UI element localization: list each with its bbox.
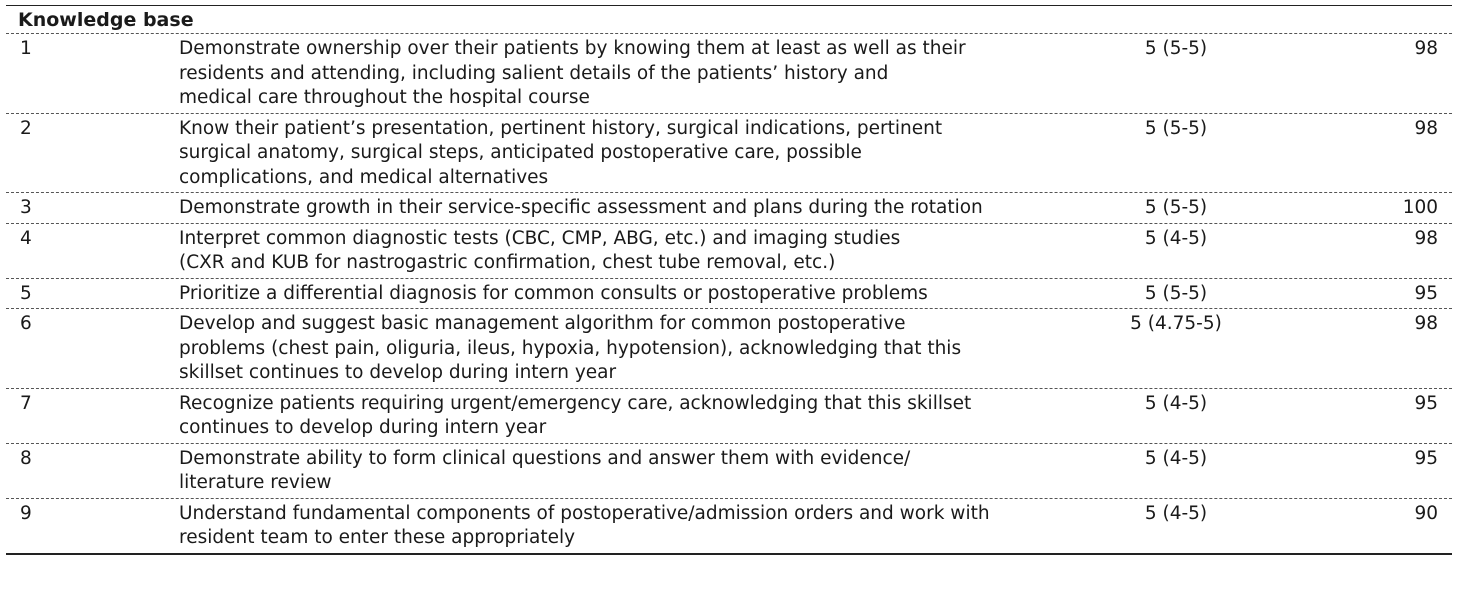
row-description	[179, 389, 1039, 443]
row-percent: 95	[1414, 392, 1438, 414]
row-number: 1	[20, 38, 32, 59]
row-median-iqr: 5 (4-5)	[1144, 227, 1208, 249]
row-description	[179, 309, 1039, 388]
row-number: 8	[20, 447, 32, 469]
row-description	[179, 499, 1039, 553]
row-number: 2	[20, 117, 32, 139]
knowledge-base-table	[6, 5, 1452, 555]
table-row	[6, 113, 1452, 193]
description-line: Demonstrate ability to form clinical questions and answer them with evidence/	[179, 447, 911, 469]
table-row	[6, 388, 1452, 443]
row-number: 6	[20, 313, 32, 334]
row-description	[179, 114, 1039, 193]
table-body	[6, 33, 1452, 555]
row-median-iqr: 5 (4-5)	[1144, 392, 1208, 414]
description-line: skillset continues to develop during intern year	[179, 362, 617, 383]
row-percent: 98	[1414, 313, 1438, 334]
row-median-iqr: 5 (5-5)	[1144, 117, 1208, 139]
row-number: 4	[20, 227, 32, 249]
row-description	[179, 279, 1039, 309]
row-description	[179, 224, 1039, 278]
description-line: resident team to enter these appropriately	[179, 527, 576, 548]
row-description	[179, 34, 1039, 113]
description-line: Recognize patients requiring urgent/emergency care, acknowledging that this skillset	[179, 392, 972, 414]
description-line: Understand fundamental components of postoperative/admission orders and work with	[179, 502, 990, 524]
table-row	[6, 278, 1452, 309]
description-line: Demonstrate growth in their service-specific assessment and plans during the rotation	[179, 197, 983, 218]
row-percent: 100	[1402, 197, 1438, 218]
row-median-iqr: 5 (5-5)	[1144, 197, 1208, 218]
row-median-iqr: 5 (5-5)	[1144, 282, 1208, 304]
row-description	[179, 193, 1039, 223]
row-percent: 95	[1414, 447, 1438, 469]
row-median-iqr: 5 (5-5)	[1144, 38, 1208, 59]
table-row	[6, 33, 1452, 113]
table-row	[6, 223, 1452, 278]
description-line: Interpret common diagnostic tests (CBC, CMP, ABG, etc.) and imaging studies	[179, 227, 901, 249]
description-line: continues to develop during intern year	[179, 417, 547, 438]
description-line: Know their patient’s presentation, pertinent history, surgical indications, pertinent	[179, 117, 943, 139]
row-percent: 98	[1414, 227, 1438, 249]
table-row	[6, 443, 1452, 498]
row-description	[179, 444, 1039, 498]
description-line: literature review	[179, 472, 332, 493]
row-percent: 98	[1414, 117, 1438, 139]
description-line: Prioritize a differential diagnosis for common consults or postoperative problems	[179, 282, 928, 304]
row-percent: 95	[1414, 282, 1438, 304]
description-line: Develop and suggest basic management algorithm for common postoperative	[179, 313, 906, 334]
row-percent: 90	[1414, 502, 1438, 524]
description-line: surgical anatomy, surgical steps, anticipated postoperative care, possible	[179, 142, 862, 163]
table-row	[6, 192, 1452, 223]
row-median-iqr: 5 (4-5)	[1144, 447, 1208, 469]
row-percent: 98	[1414, 38, 1438, 59]
row-median-iqr: 5 (4-5)	[1144, 502, 1208, 524]
row-number: 7	[20, 392, 32, 414]
table-row	[6, 308, 1452, 388]
table-row	[6, 498, 1452, 555]
row-number: 5	[20, 282, 32, 304]
description-line: medical care throughout the hospital course	[179, 87, 590, 108]
section-title: Knowledge base	[18, 9, 194, 31]
description-line: complications, and medical alternatives	[179, 166, 549, 188]
description-line: (CXR and KUB for nastrogastric confirmation, chest tube removal, etc.)	[179, 252, 836, 273]
row-median-iqr: 5 (4.75-5)	[1130, 313, 1222, 334]
row-number: 9	[20, 502, 32, 524]
row-number: 3	[20, 197, 32, 218]
description-line: problems (chest pain, oliguria, ileus, hypoxia, hypotension), acknowledging that this	[179, 337, 962, 359]
description-line: residents and attending, including salient details of the patients’ history and	[179, 62, 889, 84]
description-line: Demonstrate ownership over their patients by knowing them at least as well as their	[179, 38, 966, 59]
